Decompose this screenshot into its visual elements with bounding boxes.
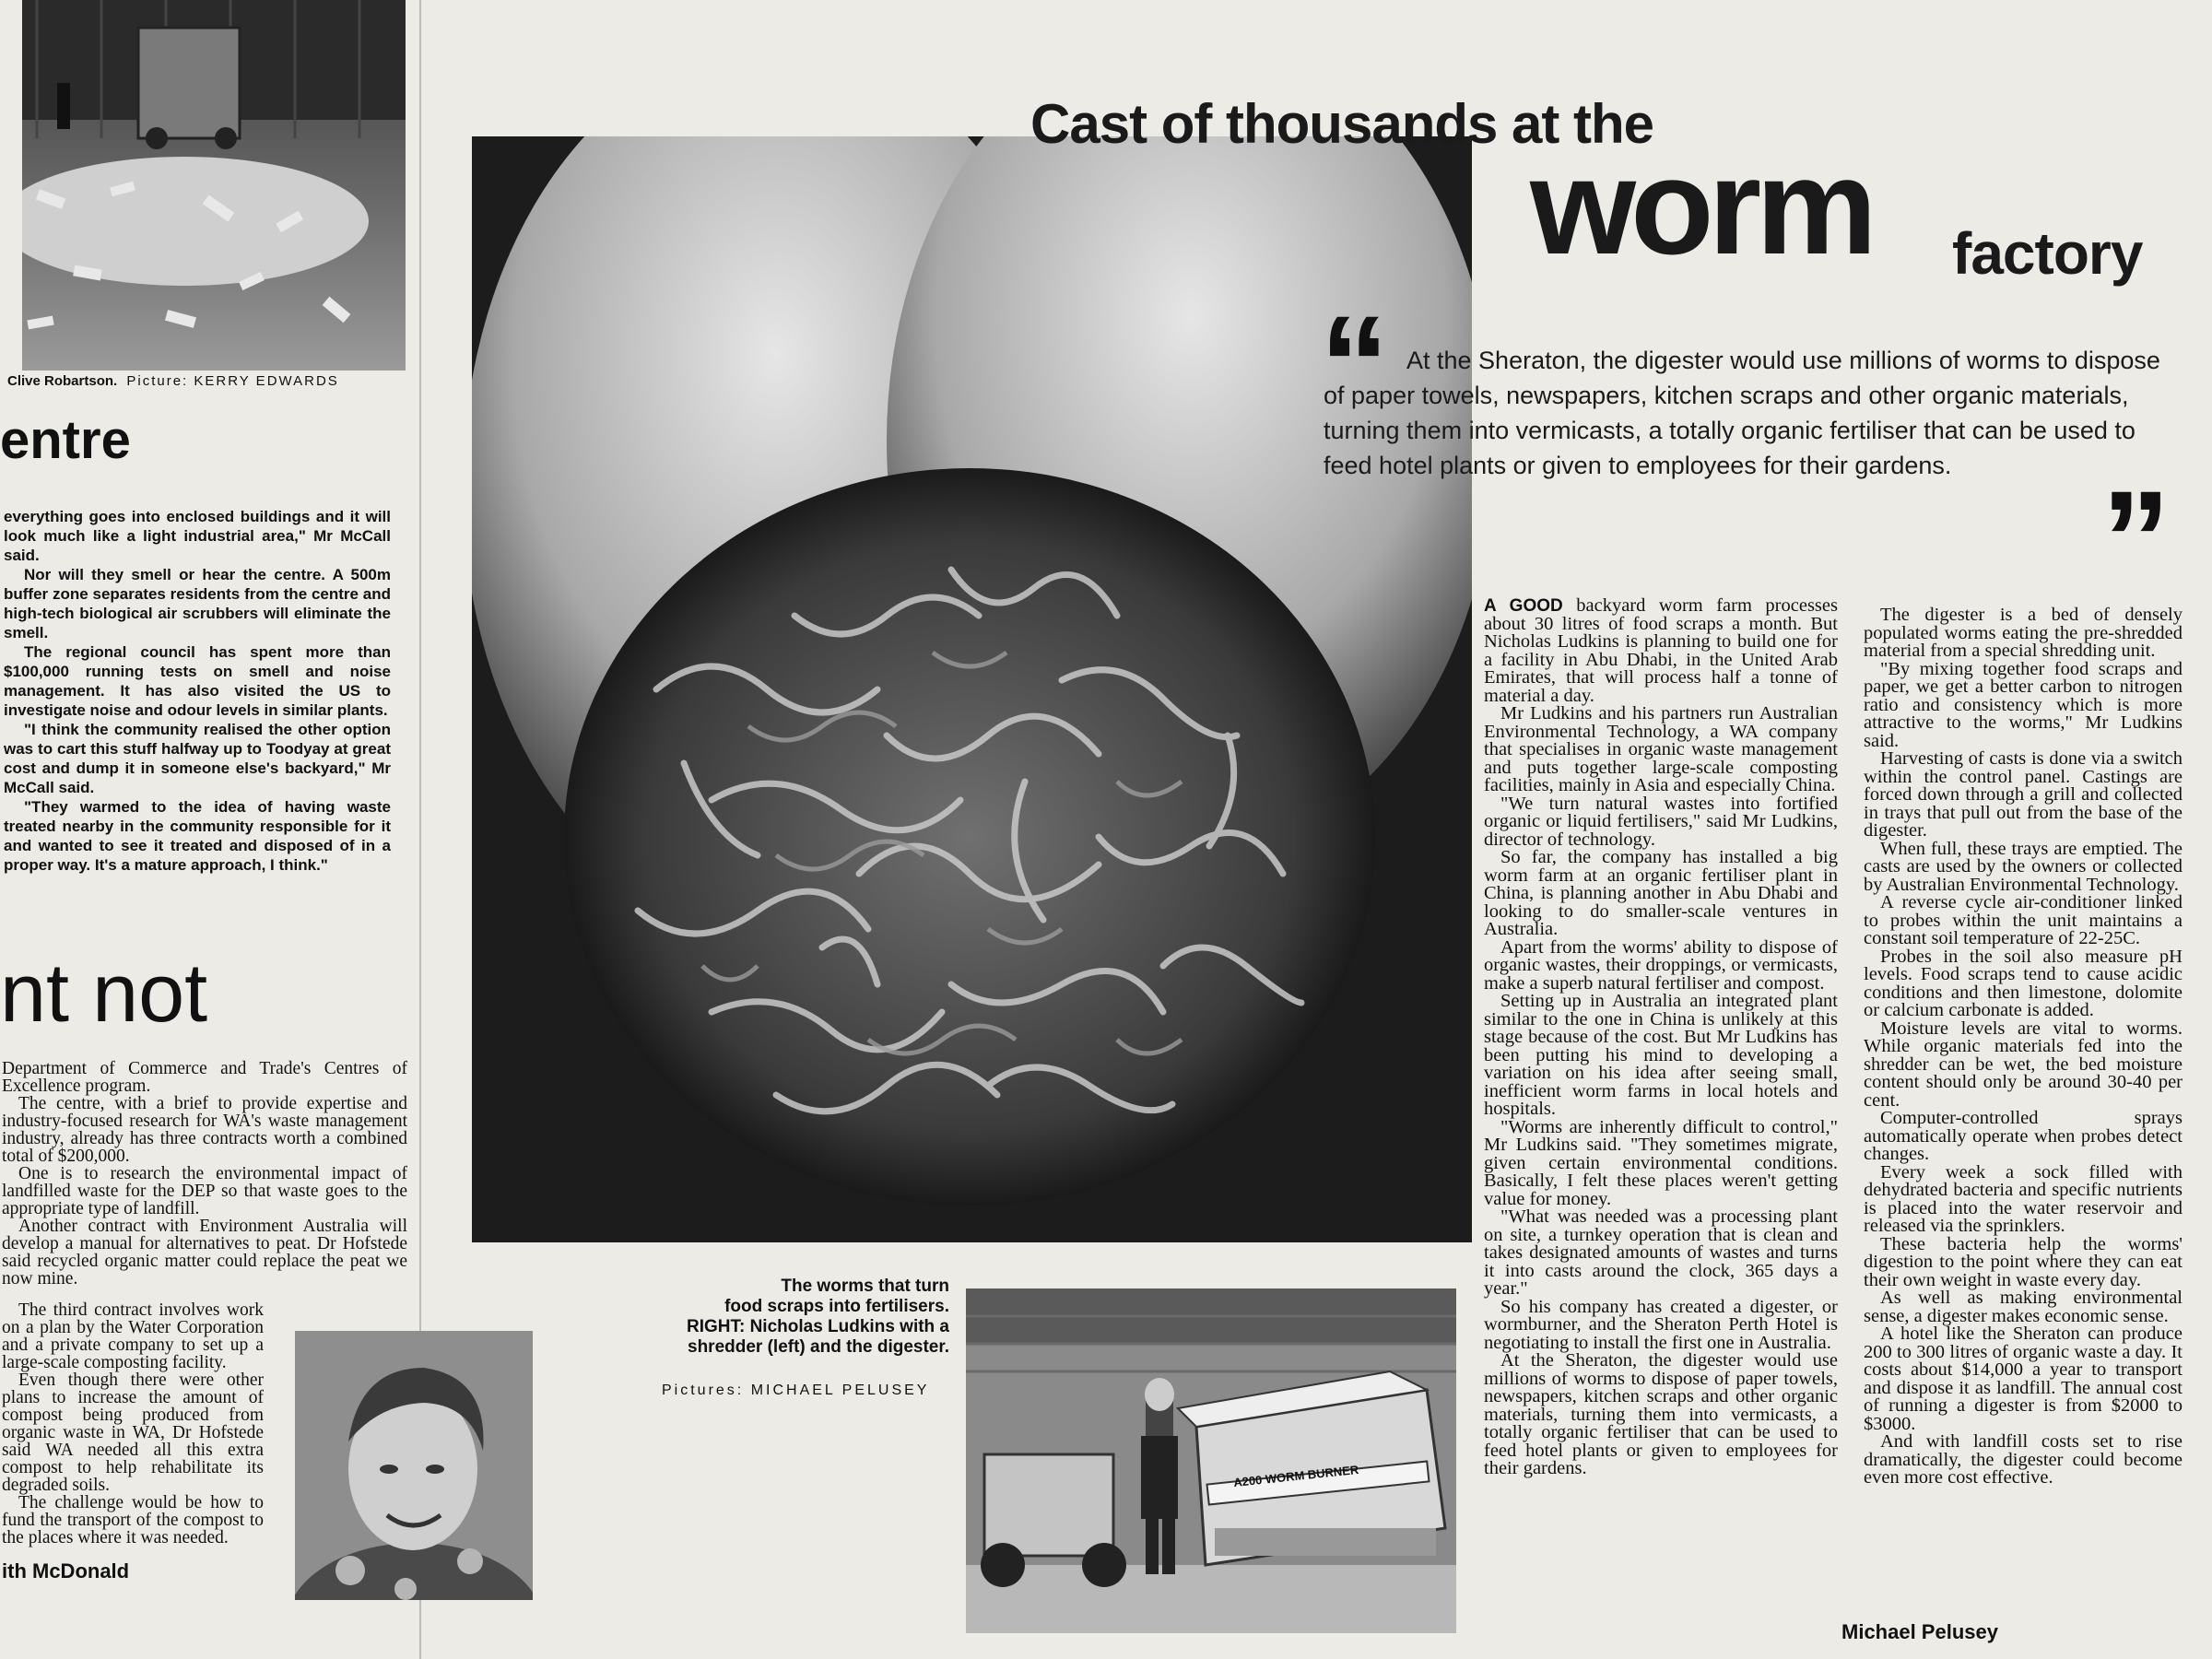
pullquote-body: At the Sheraton, the digester would use millions of worms to dispose of paper towels, newspapers, kitchen scraps and other organic materials, turning them into vermicasts, a totally organic fertiliser that can be used to feed hotel plants or given to employees for their gardens.: [1324, 347, 2160, 479]
main-photo-caption: [590, 1277, 949, 1358]
paragraph: "What was needed was a processing plant on site, a turnkey operation that is clean and takes designated amounts of wastes and turns it into casts around the clock, 365 days a year.": [1484, 1206, 1838, 1299]
paragraph: [1484, 597, 1838, 705]
pullquote-close-mark: ”: [2101, 462, 2171, 617]
paragraph: So far, the company has installed a big worm farm at an organic fertiliser plant in China, is planning another in Abu Dhabi and looking to do smaller-scale ventures in Australia.: [1484, 847, 1838, 939]
digester-label: A200 WORM BURNER: [1232, 1462, 1359, 1490]
caption-credit: Picture: KERRY EDWARDS: [126, 373, 339, 389]
caption-line: RIGHT: Nicholas Ludkins with a: [686, 1317, 949, 1336]
left-story1-heading: entre: [0, 410, 131, 470]
paragraph: These bacteria help the worms' digestion to the point where they can eat their own weight in waste every day.: [1864, 1233, 2183, 1290]
left-story2-body-top: [2, 1060, 407, 1288]
top-photo-caption: [7, 373, 413, 389]
paragraph: Even though there were other plans to increase the amount of compost being produced from organic waste in WA, Dr Hofstede said WA needed all this extra compost to help rehabilitate its degraded soils.: [2, 1371, 264, 1495]
paragraph: The centre, with a brief to provide expertise and industry-focused research for WA's waste management industry, already has three contracts worth a combined total of $200,000.: [2, 1094, 407, 1166]
paragraph: "By mixing together food scraps and paper, we get a better carbon to nitrogen ratio and consistency which is more attractive to the worms," Mr Ludkins said.: [1864, 658, 2183, 751]
paragraph: "I think the community realised the other option was to cart this stuff halfway up to Toodyay at great cost and dump it in someone else's backyard," Mr McCall said.: [4, 721, 391, 796]
left-story1-body: [4, 507, 391, 875]
paragraph: When full, these trays are emptied. The casts are used by the owners or collected by Australian Environmental Technology.: [1864, 838, 2183, 895]
paragraph: "They warmed to the idea of having waste treated nearby in the community responsible for it and wanted to see it treated and disposed of in a proper way. It's a mature approach, I think.": [4, 798, 391, 874]
paragraph: The regional council has spent more than $100,000 running tests on smell and noise management. It has also visited the US to investigate noise and odour levels in similar plants.: [4, 643, 391, 719]
headline-big-word: worm: [1530, 131, 1872, 283]
paragraph: The challenge would be how to fund the transport of the compost to the places where it was needed.: [2, 1493, 264, 1547]
portrait-photo: [295, 1331, 533, 1600]
pullquote-text: [1324, 343, 2171, 483]
paragraph: Nor will they smell or hear the centre. A 500m buffer zone separates residents from the centre and high-tech biological air scrubbers will eliminate the smell.: [4, 566, 391, 641]
paragraph: Computer-controlled sprays automatically operate when probes detect changes.: [1864, 1108, 2183, 1164]
paragraph: Mr Ludkins and his partners run Australian Environmental Technology, a WA company that specialises in organic waste management and puts together large-scale composting facilities, mainly in Asia and especially China.: [1484, 703, 1838, 795]
headline-line1: Cast of thousands at the: [1030, 93, 1654, 155]
portrait-illustration: [295, 1331, 533, 1600]
headline-small-word: factory: [1952, 220, 2143, 287]
paragraph: A hotel like the Sheraton can produce 200 to 300 litres of organic waste a day. It costs about $14,000 a year to transport and dispose it as landfill. The annual cost of running a digester is from $2000 to $3000.: [1864, 1324, 2183, 1434]
paragraph: Setting up in Australia an integrated plant similar to the one in China is unlikely at this stage because of the cost. But Mr Ludkins has been putting his mind to developing a variation on his idea after seeing small, inefficient worm farms in local hotels and hospitals.: [1484, 991, 1838, 1119]
paragraph: The digester is a bed of densely populated worms eating the pre-shredded material from a special shredding unit.: [1864, 605, 2183, 661]
paragraph: "Worms are inherently difficult to control," Mr Ludkins said. "They sometimes migrate, given certain environmental conditions. Basically, I felt these places weren't getting value for money.: [1484, 1116, 1838, 1209]
lead-in: A GOOD: [1484, 596, 1563, 616]
article-column-1: [1484, 597, 1838, 1478]
caption-line: shredder (left) and the digester.: [688, 1337, 949, 1357]
paragraph: A reverse cycle air-conditioner linked to probes within the unit maintains a constant soil temperature of 22-25C.: [1864, 892, 2183, 948]
lead-text: backyard worm farm processes about 30 litres of food scraps a month. But Nicholas Ludkins is planning to build one for a facility in Abu Dhabi, in the United Arab Emirates, that will process half a tonne of material a day.: [1484, 595, 1838, 706]
left-story2-byline: ith McDonald: [2, 1559, 130, 1583]
paragraph: Another contract with Environment Australia will develop a manual for alternatives to peat. Dr Hofstede said recycled organic matter could replace the peat we now mine.: [2, 1217, 407, 1288]
paragraph: Harvesting of casts is done via a switch within the control panel. Castings are forced down through a grill and collected in trays that pull out from the base of the digester.: [1864, 748, 2183, 841]
left-story2-body-bottom: [2, 1301, 264, 1547]
paragraph: Department of Commerce and Trade's Centres of Excellence program.: [2, 1059, 407, 1096]
article-byline: Michael Pelusey: [1841, 1620, 1998, 1643]
warehouse-illustration: [0, 0, 406, 371]
main-photo-credit: Pictures: MICHAEL PELUSEY: [662, 1382, 930, 1398]
paragraph: everything goes into enclosed buildings and it will look much like a light industrial area," Mr McCall said.: [4, 508, 391, 564]
paragraph: As well as making environmental sense, a digester makes economic sense.: [1864, 1288, 2183, 1326]
left-story2-heading: nt not: [0, 947, 208, 1040]
paragraph: So his company has created a digester, or wormburner, and the Sheraton Perth Hotel is negotiating to install the first one in Australia.: [1484, 1296, 1838, 1353]
paragraph: Every week a sock filled with dehydrated bacteria and specific nutrients is placed into the water reservoir and released via the sprinklers.: [1864, 1161, 2183, 1236]
paragraph: The third contract involves work on a plan by the Water Corporation and a private company to set up a large-scale composting facility.: [2, 1300, 264, 1372]
paragraph: At the Sheraton, the digester would use millions of worms to dispose of paper towels, newspapers, kitchen scraps and other organic materials, turning them into vermicasts, a totally organic fertiliser that can be used to feed hotel plants or given to employees for their gardens.: [1484, 1350, 1838, 1478]
paragraph: "We turn natural wastes into fortified organic or liquid fertilisers," said Mr Ludkins, director of technology.: [1484, 793, 1838, 850]
digester-illustration: [966, 1288, 1456, 1633]
paragraph: Probes in the soil also measure pH levels. Food scraps tend to cause acidic conditions and then limestone, dolomite or calcium carbonate is added.: [1864, 946, 2183, 1020]
paragraph: Apart from the worms' ability to dispose of organic wastes, their droppings, or vermicasts, make a superb natural fertiliser and compost.: [1484, 936, 1838, 994]
warehouse-photo: [0, 0, 406, 371]
paragraph: And with landfill costs set to rise dramatically, the digester could become even more cost effective.: [1864, 1431, 2183, 1488]
caption-line: food scraps into fertilisers.: [724, 1297, 949, 1316]
pullquote-open-mark: “: [1320, 287, 1389, 441]
digester-photo: [966, 1288, 1456, 1633]
caption-name: Clive Robartson.: [7, 373, 118, 389]
paragraph: One is to research the environmental impact of landfilled waste for the DEP so that waste goes to the appropriate type of landfill.: [2, 1164, 407, 1218]
caption-line: The worms that turn: [781, 1277, 949, 1296]
paragraph: Moisture levels are vital to worms. While organic materials fed into the shredder can be wet, the bed moisture content should only be around 30-40 per cent.: [1864, 1018, 2183, 1111]
article-column-2: [1864, 606, 2183, 1488]
